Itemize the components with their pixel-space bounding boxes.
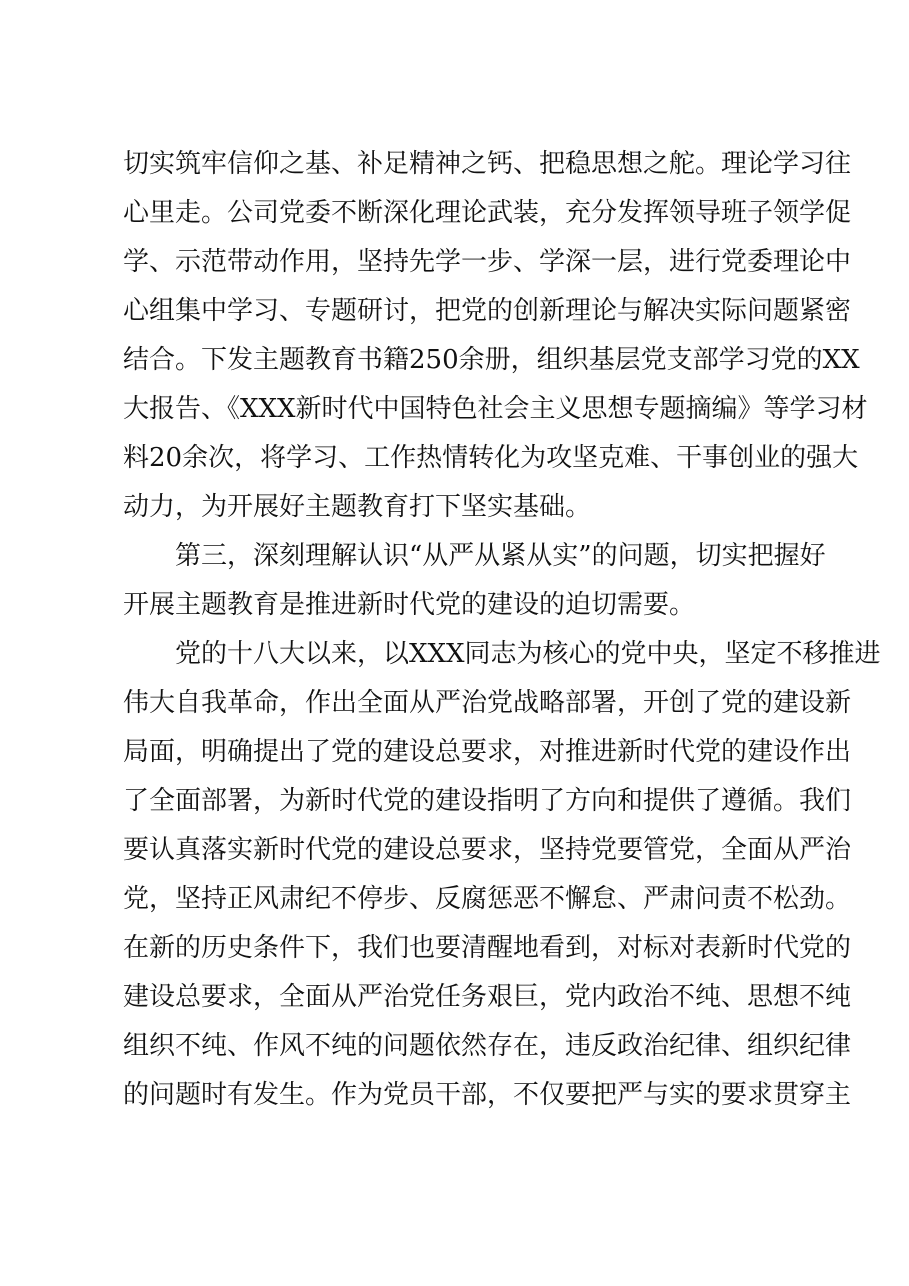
paragraph-3-line-10: 的问题时有发生。作为党员干部，不仅要把严与实的要求贯穿主 xyxy=(123,1080,852,1110)
paragraph-3-line-5: 要认真落实新时代党的建设总要求，坚持党要管党，全面从严治 xyxy=(123,835,852,865)
paragraph-3-line-2: 伟大自我革命，作出全面从严治党战略部署，开创了党的建设新 xyxy=(123,688,852,718)
paragraph-2-line-2: 开展主题教育是推进新时代党的建设的迫切需要。 xyxy=(123,590,696,620)
paragraph-1-line-6: 大报告、《XXX新时代中国特色社会主义思想专题摘编》等学习材 xyxy=(123,394,868,424)
paragraph-3-line-9: 组织不纯、作风不纯的问题依然存在，违反政治纪律、组织纪律 xyxy=(123,1031,852,1061)
paragraph-1-line-1: 切实筑牢信仰之基、补足精神之钙、把稳思想之舵。理论学习往 xyxy=(123,149,852,179)
paragraph-3-line-6: 党，坚持正风肃纪不停步、反腐惩恶不懈怠、严肃问责不松劲。 xyxy=(123,884,852,914)
paragraph-1-line-3: 学、示范带动作用，坚持先学一步、学深一层，进行党委理论中 xyxy=(123,247,852,277)
paragraph-3-line-3: 局面，明确提出了党的建设总要求，对推进新时代党的建设作出 xyxy=(123,737,852,767)
paragraph-3-line-8: 建设总要求，全面从严治党任务艰巨，党内政治不纯、思想不纯 xyxy=(123,982,852,1012)
paragraph-1-line-8: 动力，为开展好主题教育打下坚实基础。 xyxy=(123,492,592,522)
paragraph-1-line-2: 心里走。公司党委不断深化理论武装，充分发挥领导班子领学促 xyxy=(123,198,852,228)
paragraph-3-line-4: 了全面部署，为新时代党的建设指明了方向和提供了遵循。我们 xyxy=(123,786,852,816)
paragraph-2-line-1: 第三，深刻理解认识“从严从紧从实”的问题，切实把握好 xyxy=(175,541,826,571)
paragraph-3-line-7: 在新的历史条件下，我们也要清醒地看到，对标对表新时代党的 xyxy=(123,933,852,963)
paragraph-1-line-7: 料20余次，将学习、工作热情转化为攻坚克难、干事创业的强大 xyxy=(123,443,859,473)
paragraph-1-line-4: 心组集中学习、专题研讨，把党的创新理论与解决实际问题紧密 xyxy=(123,296,852,326)
paragraph-3-line-1: 党的十八大以来，以XXX同志为核心的党中央，坚定不移推进 xyxy=(175,639,881,669)
paragraph-1-line-5: 结合。下发主题教育书籍250余册，组织基层党支部学习党的XX xyxy=(123,345,860,375)
